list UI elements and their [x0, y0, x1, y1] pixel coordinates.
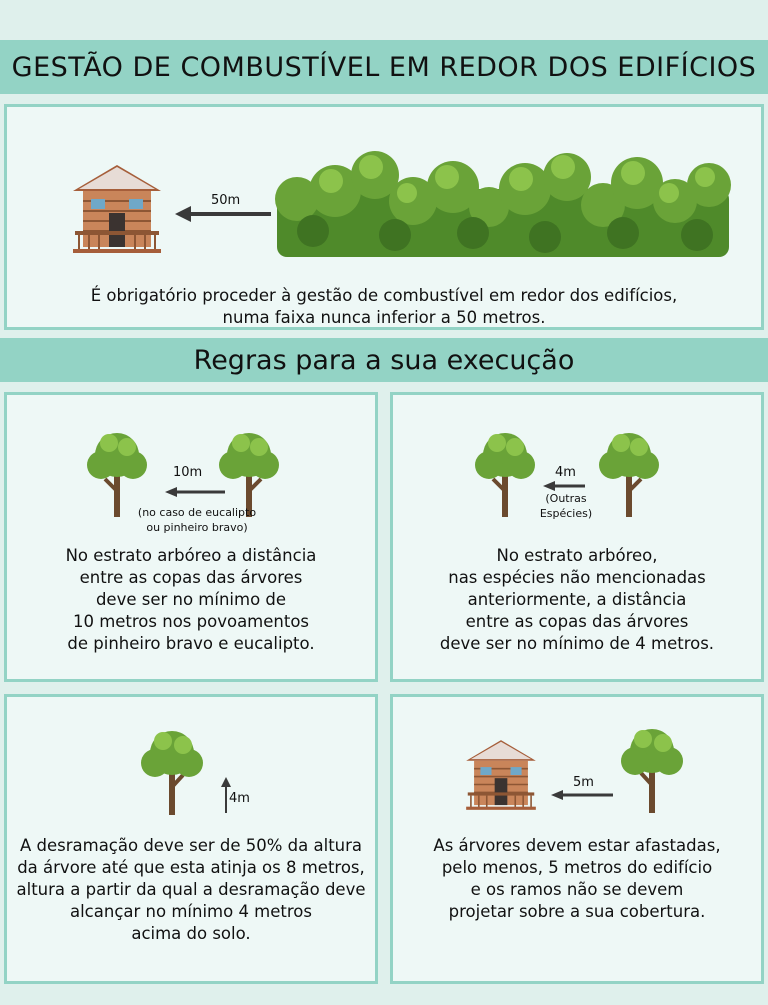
tree-icon	[139, 723, 205, 815]
forest-icon	[277, 151, 729, 257]
outras-especies-note: (Outras Espécies)	[539, 492, 593, 520]
rule-eucalipto-panel	[4, 392, 378, 682]
tree-icon	[85, 425, 149, 517]
height-label-4m: 4m	[229, 791, 250, 806]
arrow-left-icon	[551, 790, 613, 800]
rules-title: Regras para a sua execução	[193, 344, 575, 376]
fuel-management-text: É obrigatório proceder à gestão de combustível em redor dos edifícios, numa faixa nunca inferior a 50 metros.	[90, 286, 678, 327]
distance-label-50m: 50m	[211, 193, 241, 208]
tree-icon	[473, 425, 537, 517]
page-title-banner	[0, 40, 768, 94]
arrow-left-icon	[175, 206, 271, 222]
eucalipto-note: (no caso de eucalipto ou pinheiro bravo)	[137, 506, 257, 534]
arrow-left-icon	[165, 487, 225, 497]
desramacao-text: A desramação deve ser de 50% da altura da árvore até que esta atinja os 8 metros, altura a partir da qual a desramação deve alcançar no mínimo 4 metros acima do solo.	[16, 836, 366, 943]
tree-icon	[597, 425, 661, 517]
house-icon	[69, 161, 165, 257]
rule-edificio-panel	[390, 694, 764, 984]
tree-icon	[619, 721, 685, 813]
eucalipto-text: No estrato arbóreo a distância entre as copas das árvores deve ser no mínimo de 10 metros nos povoamentos de pinheiro bravo e eucalipto.	[65, 546, 317, 653]
distance-label-5m: 5m	[573, 775, 594, 790]
fuel-management-panel	[4, 104, 764, 330]
distance-label-10m: 10m	[173, 465, 203, 480]
rule-outras-especies-panel	[390, 392, 764, 682]
rule-desramacao-panel	[4, 694, 378, 984]
rules-banner	[0, 338, 768, 382]
edificio-text: As árvores devem estar afastadas, pelo menos, 5 metros do edifício e os ramos não se devem projetar sobre a sua cobertura.	[433, 836, 721, 921]
page-title: GESTÃO DE COMBUSTÍVEL EM REDOR DOS EDIFÍCIOS	[11, 51, 757, 83]
tree-icon	[217, 425, 281, 517]
house-icon	[463, 737, 539, 813]
outras-especies-text: No estrato arbóreo, nas espécies não mencionadas anteriormente, a distância entre as copas das árvores deve ser no mínimo de 4 metros.	[439, 546, 715, 653]
arrow-left-icon	[543, 481, 585, 491]
distance-label-4m: 4m	[555, 465, 576, 480]
